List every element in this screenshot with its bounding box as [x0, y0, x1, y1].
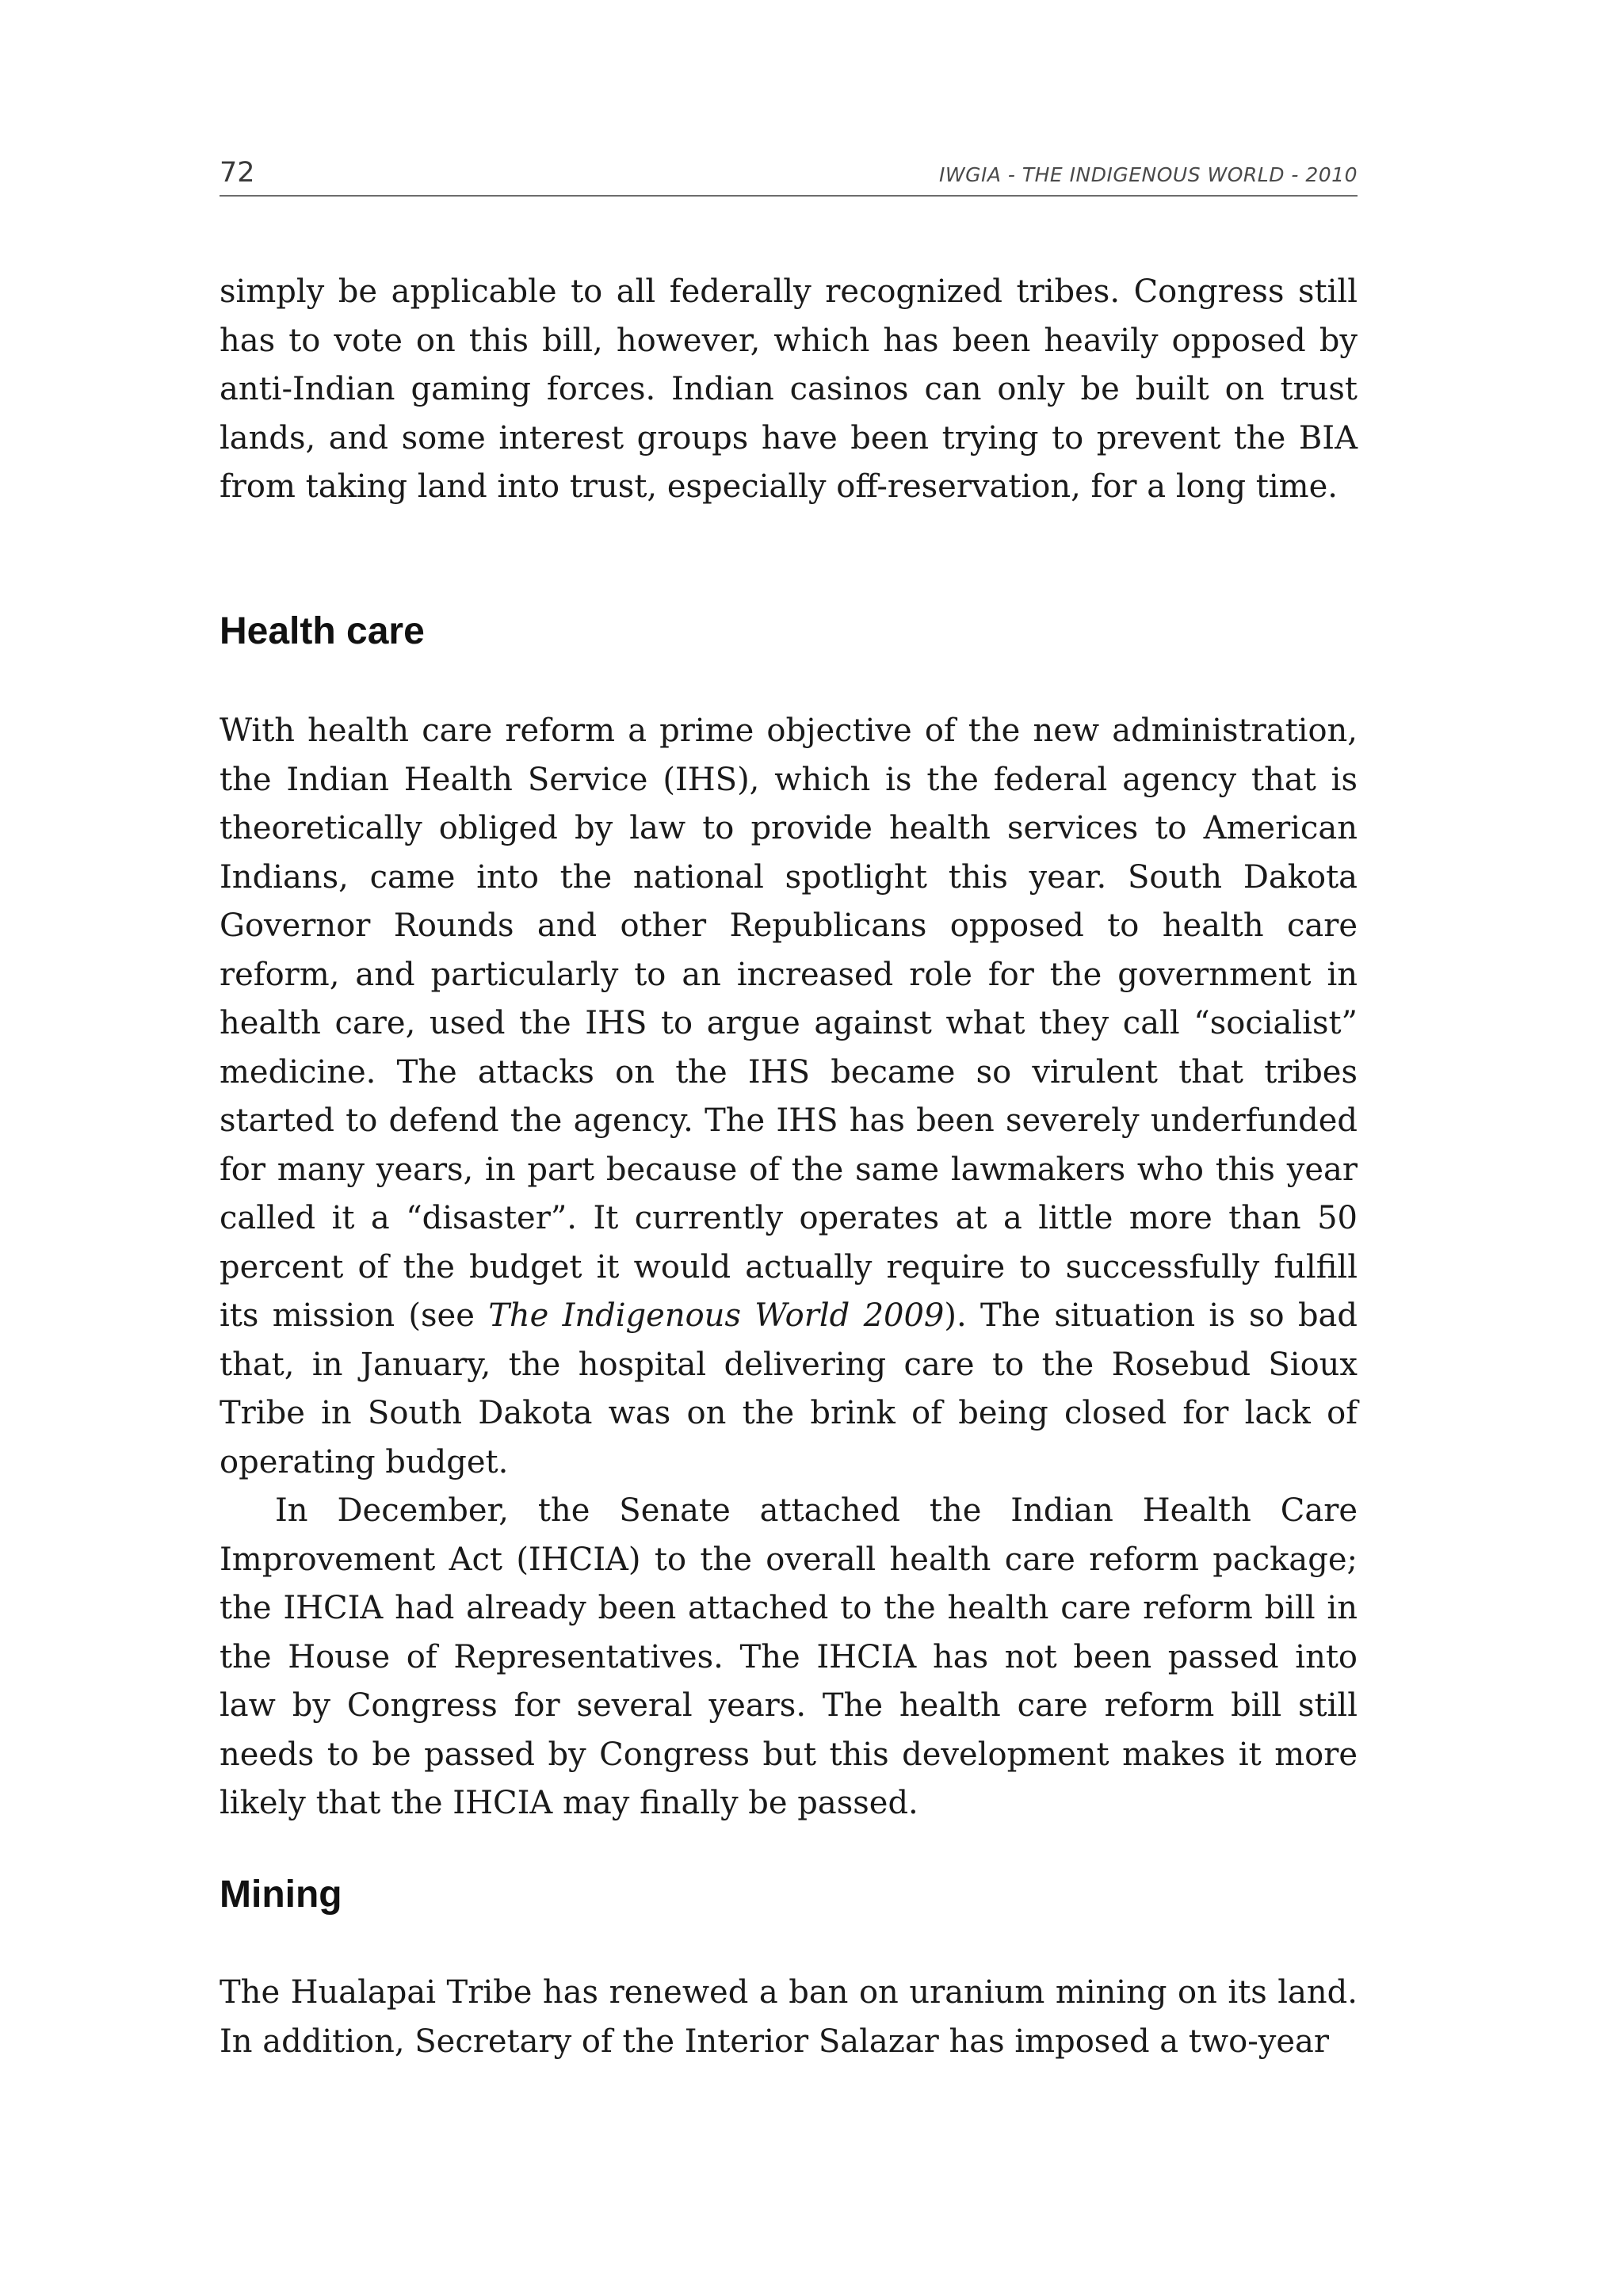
- mining-paragraph-1: The Hualapai Tribe has renewed a ban on uranium mining on its land. In addition, Secretary of the Interior Salazar has imposed a two-year: [220, 1974, 1358, 2060]
- health-care-paragraph-1-text-a: With health care reform a prime objective of the new administration, the Indian Health Service (IHS), which is the federal agency that is theoretically obliged by law to provide health services to American Indians, came into the national spotlight this year. South Dakota Governor Rounds and other Republicans opposed to health care reform, and particularly to an increased role for the government in health care, used the IHS to argue against what they call “socialist” medicine. The attacks on the IHS became so virulent that tribes started to defend the agency. The IHS has been severely underfunded for many years, in part because of the same lawmakers who this year called it a “disaster”. It currently operates at a little more than 50 percent of the budget it would actually require to successfully fulfill its mission (see: [220, 712, 1358, 1334]
- section-heading-mining: Mining: [220, 1874, 342, 1916]
- intro-text-block: [220, 268, 1358, 512]
- page-number: 72: [220, 157, 255, 189]
- health-care-paragraph-2: In December, the Senate attached the Indian Health Care Improvement Act (IHCIA) to the overall health care reform package; the IHCIA had already been attached to the health care reform bill in the House of Representatives. The IHCIA has not been passed into law by Congress for several years. The health care reform bill still needs to be passed by Congress but this development makes it more likely that the IHCIA may finally be passed.: [220, 1492, 1358, 1821]
- citation-indigenous-world-2009: The Indigenous World 2009: [488, 1297, 945, 1334]
- mining-section: [220, 1969, 1358, 2066]
- health-care-section: [220, 707, 1358, 1828]
- health-care-paragraph-1: [220, 707, 1358, 1487]
- section-heading-health-care: Health care: [220, 610, 425, 652]
- running-title: IWGIA - THE INDIGENOUS WORLD - 2010: [938, 163, 1358, 186]
- health-care-paragraph-1-text-b: ). The situation is so bad that, in January, the hospital delivering care to the Rosebud Sioux Tribe in South Dakota was on the brink of being closed for lack of operating budget.: [220, 1297, 1358, 1480]
- running-header: [220, 155, 1358, 197]
- intro-paragraph: simply be applicable to all federally recognized tribes. Congress still has to vote on this bill, however, which has been heavily opposed by anti-Indian gaming forces. Indian casinos can only be built on trust lands, and some interest groups have been trying to prevent the BIA from taking land into trust, especially off-reservation, for a long time.: [220, 273, 1358, 505]
